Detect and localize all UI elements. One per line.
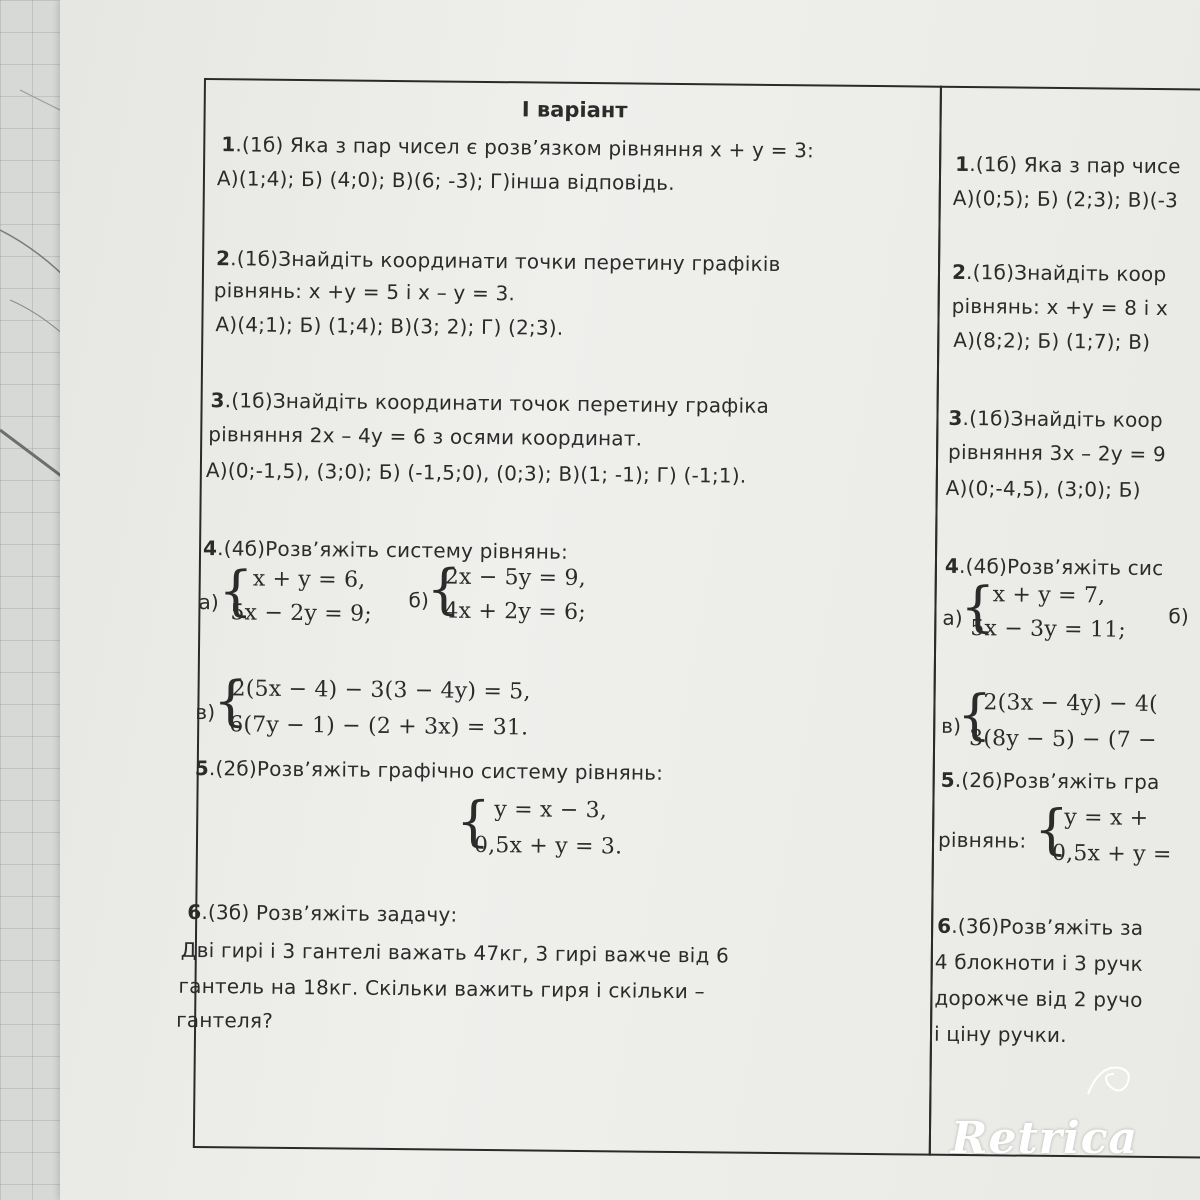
question-1-options: А)(0;5); Б) (2;3); В)(-3 <box>952 185 1179 213</box>
system-a-label: а) <box>198 589 220 615</box>
flourish-icon <box>1080 1054 1140 1104</box>
system-c-eq-2: 3(8y − 5) − (7 − <box>968 726 1157 754</box>
system-graph-eq-2: 0,5x + y = <box>1051 840 1172 868</box>
question-5-prefix: рівнянь: <box>937 827 1027 853</box>
brace-icon: { <box>213 669 249 733</box>
system-c-eq-2: 6(7y − 1) − (2 + 3x) = 31. <box>229 712 529 741</box>
question-number: 4 <box>202 536 218 561</box>
system-graph-eq-1: y = x − 3, <box>494 797 608 824</box>
system-graph-eq-1: y = x + <box>1064 805 1149 831</box>
question-number: 3 <box>210 388 225 413</box>
brace-icon: { <box>218 559 254 623</box>
system-a-eq-1: x + y = 7, <box>992 582 1106 609</box>
problem-line-2: дорожче від 2 ручо <box>934 985 1143 1012</box>
problem-line-2: гантель на 18кг. Скільки важить гиря і скільки – <box>178 973 705 1004</box>
question-1 <box>221 132 814 162</box>
question-text: .(1б) Яка з пар чисе <box>969 152 1181 179</box>
system-a-eq-2: 5x − 2y = 9; <box>230 600 373 627</box>
system-c-eq-1: 2(3x − 4y) − 4( <box>983 690 1159 718</box>
question-text: .(1б)Знайдіть коор <box>962 405 1163 433</box>
system-c-eq-1: 2(5x − 4) − 3(3 − 4y) = 5, <box>231 676 531 705</box>
test-table <box>176 78 1200 1169</box>
question-6 <box>937 914 1143 940</box>
question-3 <box>211 388 770 418</box>
question-6 <box>187 900 457 927</box>
problem-line-1: 4 блокноти і 3 ручк <box>934 949 1143 976</box>
question-number: 2 <box>215 246 231 271</box>
question-text: .(3б)Розв’яжіть за <box>951 913 1144 940</box>
brace-icon: { <box>455 789 491 854</box>
problem-line-3: і ціну ручки. <box>933 1021 1067 1048</box>
system-b-eq-2: 4x + 2y = 6; <box>444 598 587 626</box>
problem-line-3: гантеля? <box>176 1007 274 1033</box>
question-3-options: А)(0;-1,5), (3;0); Б) (-1,5;0), (0;3); В)(1; -1); Г) (-1;1). <box>205 458 747 488</box>
question-text: .(1б) Яка з пар чисел є розв’язком рівняння x + y = 3: <box>235 132 815 163</box>
question-number: 1 <box>221 132 236 157</box>
brace-icon: { <box>426 557 462 621</box>
question-number: 5 <box>940 767 955 792</box>
system-a-eq-2: 5x − 3y = 11; <box>970 616 1127 643</box>
variant-title: І варіант <box>521 97 628 123</box>
brace-icon: { <box>1033 797 1069 862</box>
question-text: .(3б) Розв’яжіть задачу: <box>201 900 458 927</box>
question-5 <box>195 756 664 785</box>
question-number: 1 <box>955 151 970 177</box>
retrica-watermark: Retrica <box>950 1113 1138 1164</box>
question-2-line-2: рівнянь: x +y = 8 і x <box>951 293 1169 321</box>
question-3-line-2: рівняння 2x – 4y = 6 з осями координат. <box>208 422 643 451</box>
variant-left-column <box>176 78 942 1156</box>
question-3 <box>948 406 1163 432</box>
problem-line-1: Дві гирі і 3 гантелі важать 47кг, 3 гирі важче від 6 <box>180 937 730 968</box>
question-1 <box>955 152 1181 178</box>
question-number: 2 <box>951 259 967 284</box>
system-b-eq-1: 2x − 5y = 9, <box>444 564 586 592</box>
brace-icon: { <box>957 682 993 747</box>
question-number: 6 <box>187 899 202 925</box>
system-b-label: б) <box>1168 604 1190 629</box>
question-2-line-2: рівнянь: x +y = 5 і x – y = 3. <box>213 278 516 306</box>
question-3-line-2: рівняння 3x – 2y = 9 <box>948 439 1166 467</box>
question-text: .(4б)Розв’яжіть сис <box>958 553 1164 581</box>
system-graph-eq-2: 0,5x + y = 3. <box>473 832 623 860</box>
system-a-label: а) <box>942 605 963 630</box>
brace-icon: { <box>960 574 996 639</box>
question-text: .(1б)Знайдіть коор <box>966 259 1167 287</box>
question-number: 6 <box>937 913 952 938</box>
question-3-options: А)(0;-4,5), (3;0); Б) <box>945 475 1141 502</box>
question-text: .(1б)Знайдіть координати точок перетину графіка <box>224 388 770 418</box>
question-number: 5 <box>194 755 210 781</box>
question-2-options: А)(8;2); Б) (1;7); В) <box>953 327 1151 354</box>
question-text: .(4б)Розв’яжіть систему рівнянь: <box>217 536 569 564</box>
question-2 <box>952 260 1167 286</box>
question-text: .(2б)Розв’яжіть графічно систему рівнянь: <box>208 756 664 785</box>
question-5 <box>941 768 1160 794</box>
question-text: .(1б)Знайдіть координати точки перетину графіків <box>230 246 781 277</box>
question-1-options: А)(1;4); Б) (4;0); В)(6; -3); Г)інша відповідь. <box>216 166 675 195</box>
question-number: 3 <box>948 405 963 430</box>
question-2 <box>216 246 781 276</box>
variant-right-column <box>929 86 1200 1159</box>
question-text: .(2б)Розв’яжіть гра <box>954 767 1160 795</box>
system-c-label: в) <box>941 713 962 738</box>
system-b-label: б) <box>408 588 430 613</box>
question-4 <box>203 536 568 564</box>
system-a-eq-1: x + y = 6, <box>252 566 366 593</box>
question-2-options: А)(4;1); Б) (1;4); В)(3; 2); Г) (2;3). <box>215 312 564 340</box>
system-c-label: в) <box>195 699 216 725</box>
question-number: 4 <box>944 553 960 578</box>
